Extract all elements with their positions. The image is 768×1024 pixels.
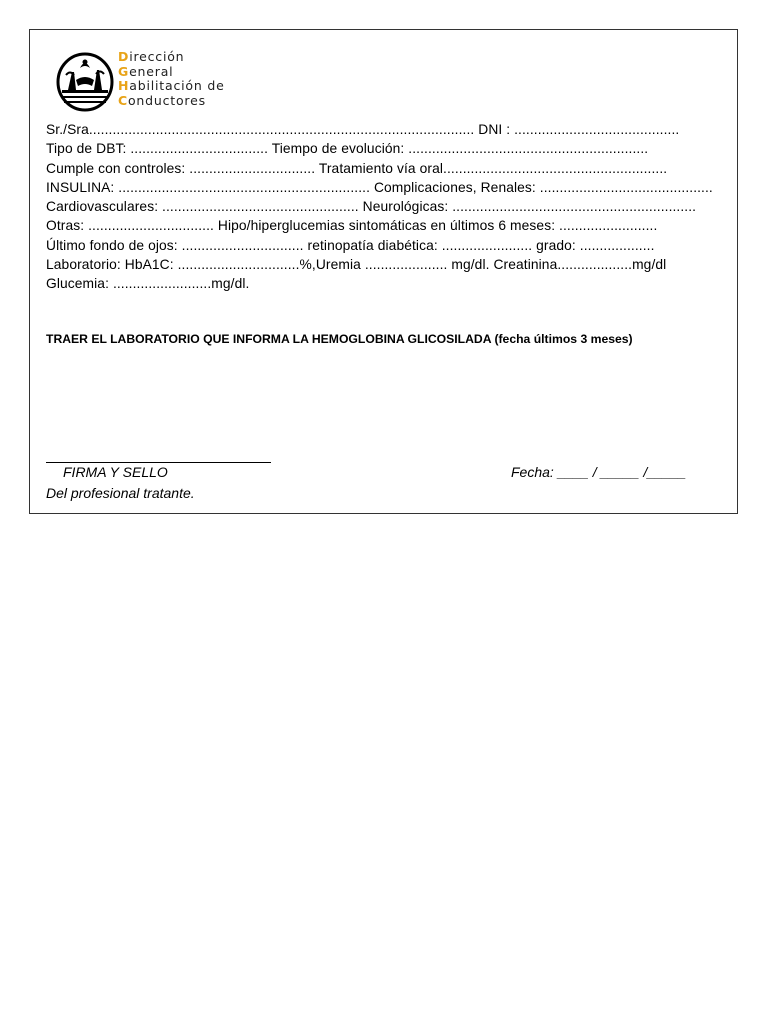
logo-initial: G [118,63,130,79]
logo-line [118,79,225,94]
logo-line [118,50,225,65]
field-line-insulin: INSULINA: ................................................................ Complicaciones, Renales: ............................................ [46,179,713,195]
logo-word: irección [129,49,185,64]
medical-form-card [29,29,738,514]
field-line-laboratory: Laboratorio: HbA1C: ...............................%,Uremia ..................... mg/dl. Creatinina...................mg/dl [46,257,667,273]
field-line-dbt-type: Tipo de DBT: ................................... Tiempo de evolución: ............................................................. [46,141,649,157]
signature-label: FIRMA Y SELLO [63,464,168,480]
field-line-glucemia: Glucemia: .........................mg/dl. [46,276,250,292]
date-field: Fecha: ____ / _____ /_____ [511,464,687,480]
logo-word: onductores [127,92,206,108]
lab-notice: TRAER EL LABORATORIO QUE INFORMA LA HEMOGLOBINA GLICOSILADA (fecha últimos 3 meses) [46,332,633,346]
logo-line [118,94,225,109]
logo-text [118,50,225,108]
logo-initial: H [118,78,130,93]
signature-line [46,462,271,463]
logo-initial: D [118,49,130,64]
signature-sublabel: Del profesional tratante. [46,485,195,501]
field-line-controls: Cumple con controles: ................................ Tratamiento vía oral......................................................... [46,160,668,176]
field-line-fundus: Último fondo de ojos: ............................... retinopatía diabética: ....................... grado: ................... [46,237,655,253]
logo-line [118,65,225,80]
field-line-others: Otras: ................................ Hipo/hiperglucemias sintomáticas en últimos 6 meses: ......................... [46,218,658,234]
form-fields [46,120,726,294]
dghc-logo [52,44,252,114]
logo-word: eneral [129,63,174,79]
logo-word: abilitación de [129,78,225,93]
field-line-patient-dni: Sr./Sra.................................................................................................. DNI : .......................................... [46,122,680,137]
logo-initial: C [118,92,128,108]
field-line-cardio: Cardiovasculares: .................................................. Neurológicas: .............................................................. [46,199,697,215]
coat-of-arms-icon [54,50,116,112]
